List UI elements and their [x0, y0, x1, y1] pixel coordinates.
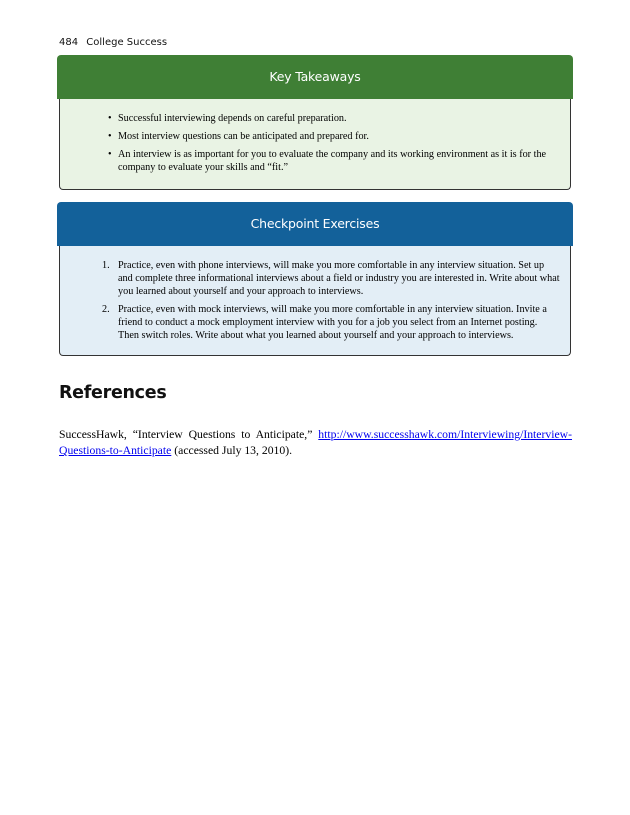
list-item: [102, 259, 570, 298]
key-takeaways-box: [57, 55, 573, 190]
key-takeaways-list: [60, 112, 570, 174]
list-item: [108, 130, 570, 143]
key-takeaways-title: Key Takeaways: [57, 55, 573, 99]
checkpoint-exercises-body: [59, 246, 571, 356]
list-item-text: Practice, even with mock interviews, will make you more comfortable in any interview situation. Invite a friend to conduct a mock employment interview with you for a job you select from an Internet posting. Then switch roles. Write about what you learned about yourself and your approach to interviews.: [118, 304, 547, 341]
checkpoint-exercises-title: Checkpoint Exercises: [57, 202, 573, 246]
reference-link[interactable]: http://www.successhawk.com/Interviewing/Interview-Questions-to-Anticipate: [59, 428, 572, 457]
references-heading: References: [59, 383, 167, 403]
key-takeaways-body: [59, 99, 571, 190]
bullet-icon: •: [108, 113, 112, 124]
running-header: [59, 37, 167, 48]
list-item-text: Successful interviewing depends on careful preparation.: [118, 113, 347, 124]
checkpoint-exercises-box: [57, 202, 573, 356]
list-item-text: Practice, even with phone interviews, will make you more comfortable in any interview situation. Set up and complete three informational interviews about a field or industry you are interested in. Write about what you learned about yourself and your approach to interviews.: [118, 260, 560, 297]
list-item-number: 1.: [102, 260, 110, 271]
reference-prefix: SuccessHawk, “Interview Questions to Anticipate,”: [59, 428, 319, 441]
page-number: 484: [59, 37, 79, 48]
book-title: College Success: [86, 37, 168, 48]
bullet-icon: •: [108, 131, 112, 142]
bullet-icon: •: [108, 149, 112, 160]
checkpoint-exercises-list: [60, 259, 570, 342]
reference-suffix: (accessed July 13, 2010).: [171, 444, 293, 457]
list-item: [108, 148, 570, 174]
list-item: [108, 112, 570, 125]
list-item: [102, 303, 570, 342]
list-item-text: Most interview questions can be anticipated and prepared for.: [118, 131, 369, 142]
reference-entry: [59, 427, 572, 459]
list-item-number: 2.: [102, 304, 110, 315]
list-item-text: An interview is as important for you to evaluate the company and its working environment as it is for the company to evaluate your skills and “fit.”: [118, 149, 547, 173]
